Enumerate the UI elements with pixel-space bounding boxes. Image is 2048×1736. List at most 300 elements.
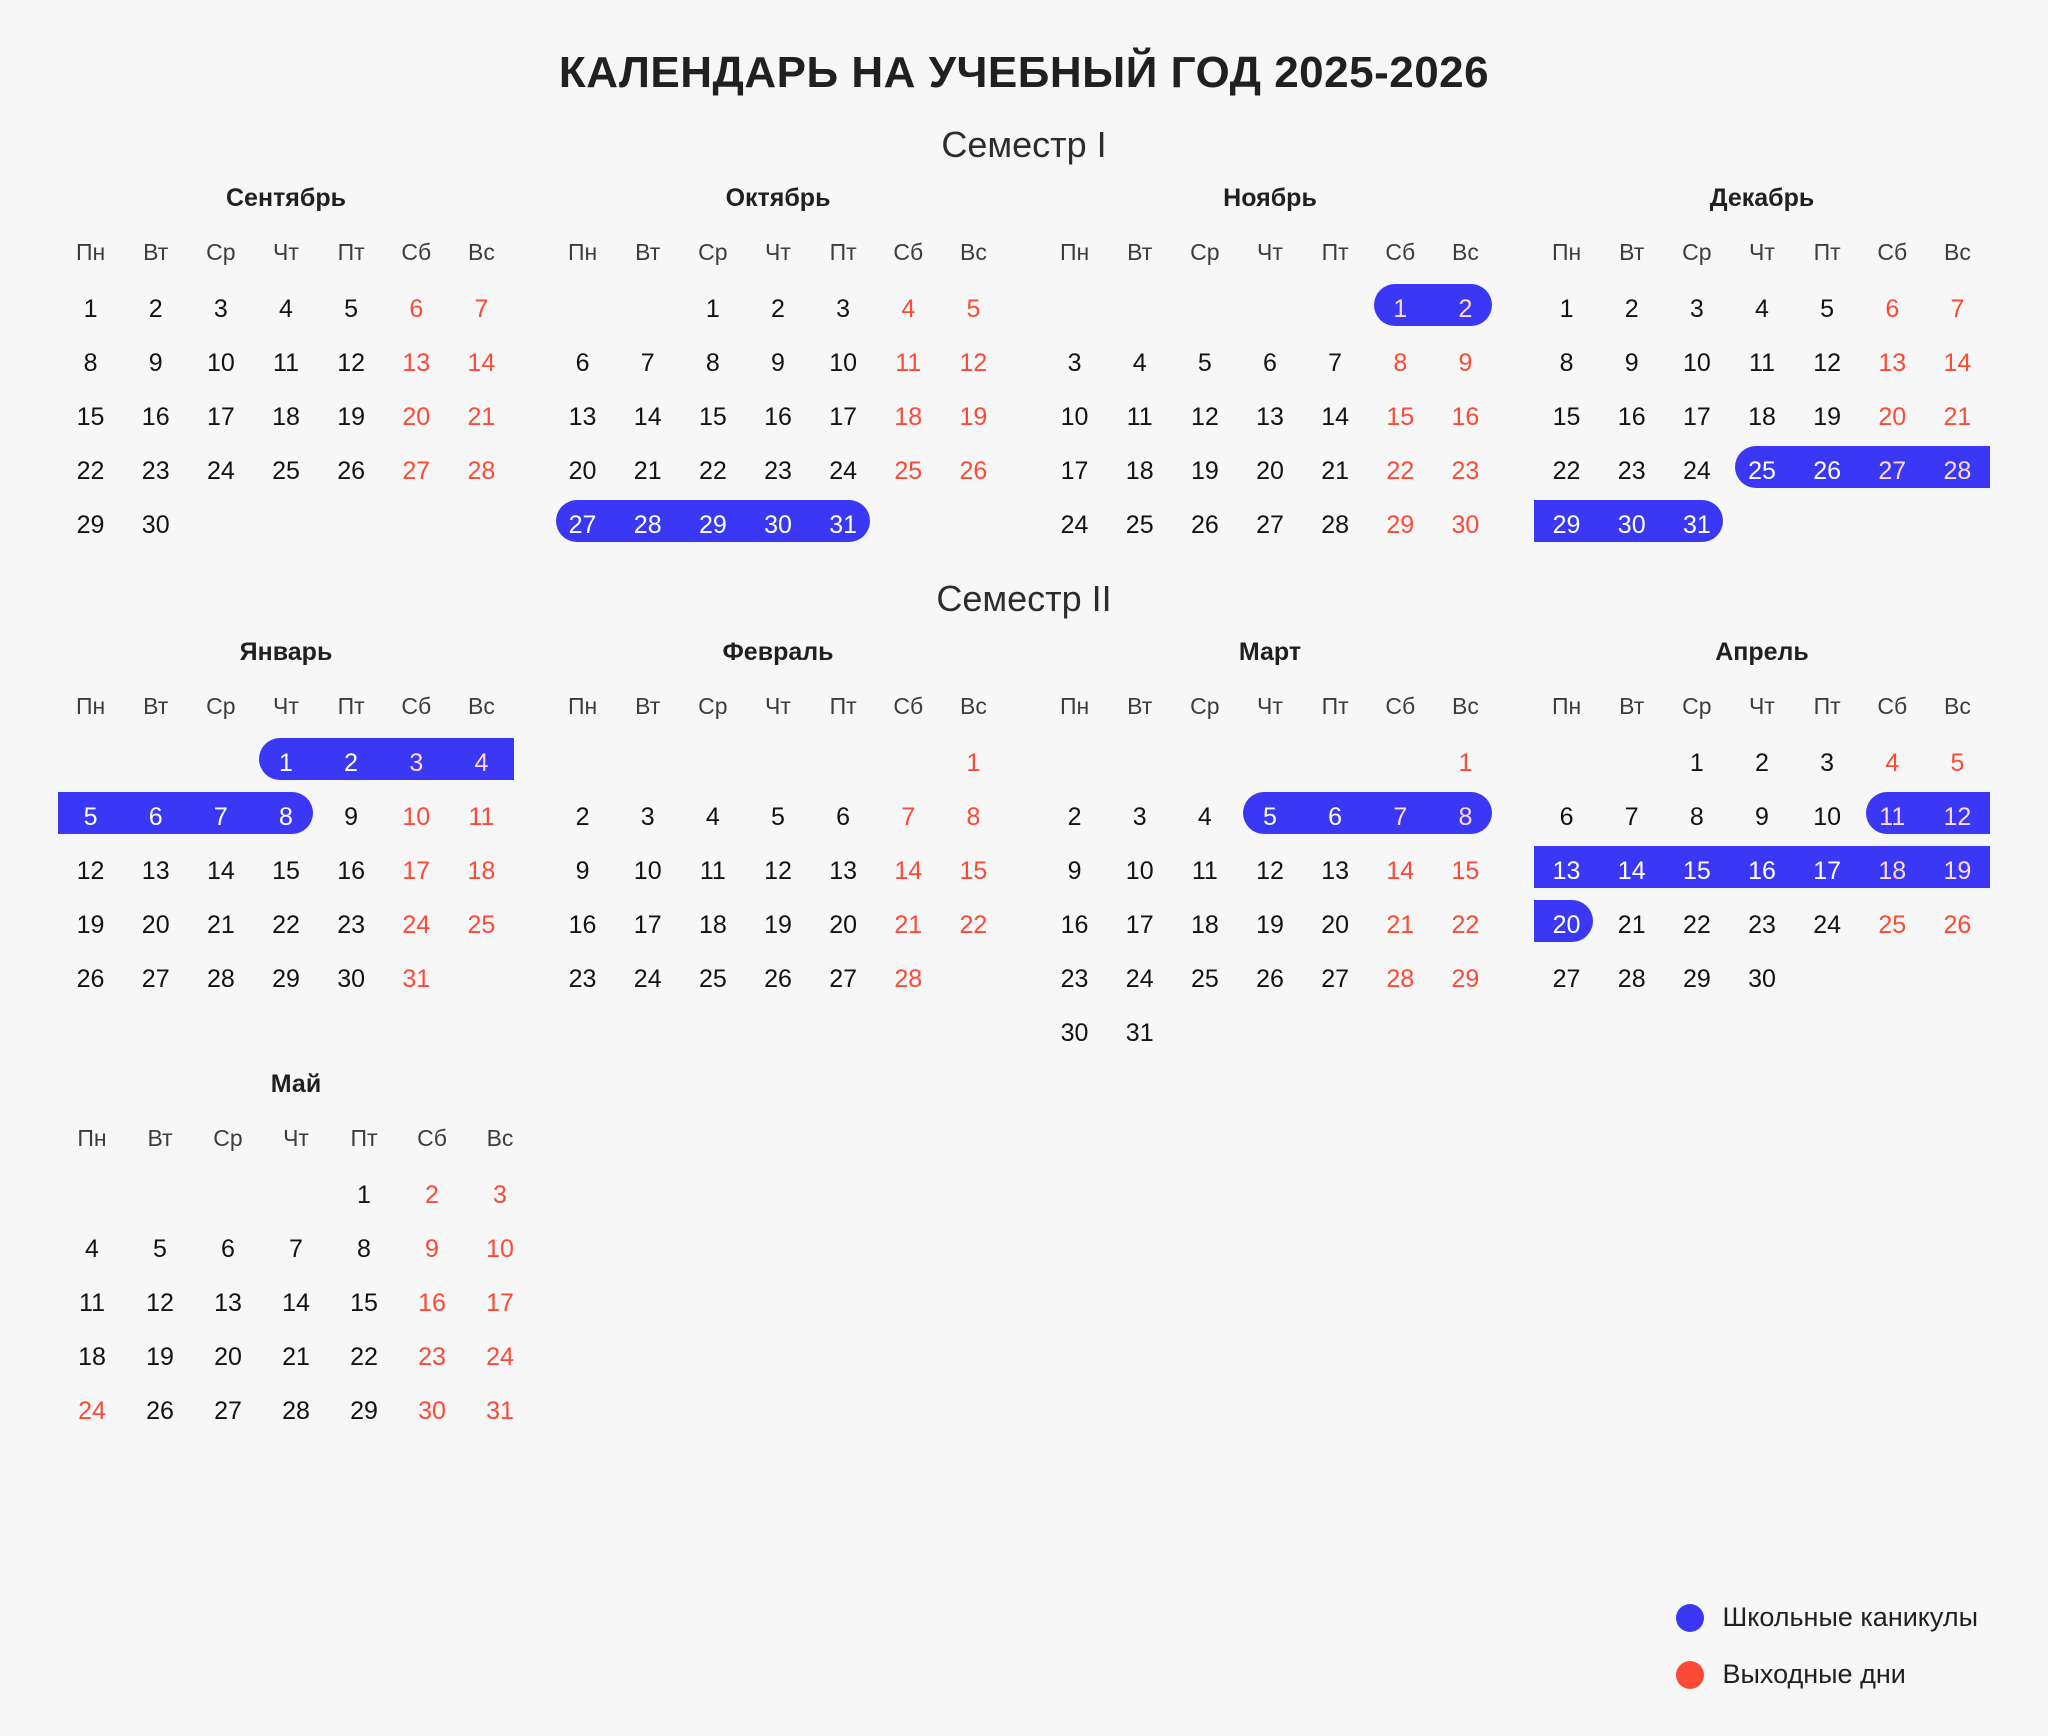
day-cell[interactable]: 16 (764, 403, 792, 431)
day-cell[interactable]: 11 (468, 803, 495, 831)
day-cell[interactable]: 21 (282, 1343, 310, 1371)
day-cell[interactable]: 28 (1321, 511, 1350, 539)
weekday-сб: Сб (1877, 239, 1908, 265)
day-cell[interactable]: 23 (568, 965, 597, 993)
day-cell[interactable]: 25 (894, 457, 923, 485)
day-cell[interactable]: 30 (141, 511, 170, 539)
day-cell[interactable]: 8 (279, 803, 293, 831)
day-cell[interactable]: 10 (486, 1235, 514, 1263)
day-cell[interactable]: 6 (836, 803, 851, 831)
day-cell[interactable]: 5 (1950, 749, 1965, 777)
day-cell[interactable]: 22 (1386, 457, 1415, 485)
day-cell[interactable]: 17 (829, 403, 858, 431)
month-january (40, 638, 532, 1006)
day-cell[interactable]: 21 (206, 911, 235, 939)
day-cell[interactable]: 13 (141, 857, 170, 885)
day-cell[interactable]: 9 (1624, 349, 1639, 377)
day-cell[interactable]: 16 (141, 403, 170, 431)
day-cell[interactable]: 23 (1451, 457, 1480, 485)
day-cell[interactable]: 28 (894, 965, 923, 993)
day-cell[interactable]: 16 (418, 1289, 446, 1317)
day-cell[interactable]: 29 (76, 511, 105, 539)
day-cell[interactable]: 24 (486, 1343, 514, 1371)
day-cell[interactable]: 9 (344, 803, 359, 831)
day-cell[interactable]: 1 (279, 749, 293, 777)
day-cell[interactable]: 10 (829, 349, 858, 377)
day-cell[interactable]: 30 (1748, 965, 1776, 993)
day-cell[interactable]: 11 (1191, 857, 1218, 885)
day-cell[interactable]: 23 (141, 457, 170, 485)
day-cell[interactable]: 28 (282, 1397, 310, 1425)
day-cell[interactable]: 26 (1943, 911, 1972, 939)
week-row (1534, 282, 1990, 336)
day-cell[interactable]: 27 (1321, 965, 1350, 993)
day-cell[interactable]: 13 (829, 857, 858, 885)
day-cell[interactable]: 5 (1263, 803, 1277, 831)
day-cell[interactable]: 19 (337, 403, 366, 431)
day-cell[interactable]: 21 (467, 403, 496, 431)
day-cell[interactable]: 7 (474, 295, 489, 323)
day-cell[interactable]: 2 (1624, 295, 1639, 323)
day-cell[interactable]: 28 (467, 457, 496, 485)
day-cell[interactable]: 22 (698, 457, 727, 485)
day-cell[interactable]: 4 (1197, 803, 1212, 831)
day-cell[interactable]: 16 (1748, 857, 1776, 885)
day-cell[interactable]: 3 (213, 295, 228, 323)
day-cell[interactable]: 30 (337, 965, 366, 993)
day-cell[interactable]: 25 (1878, 911, 1907, 939)
week-row (1042, 444, 1498, 498)
day-cell[interactable]: 12 (76, 857, 105, 885)
day-cell[interactable]: 17 (1125, 911, 1154, 939)
day-cell[interactable]: 30 (764, 511, 792, 539)
day-cell[interactable]: 23 (337, 911, 366, 939)
weekday-пн: Пн (567, 693, 598, 719)
day-cell[interactable]: 13 (1878, 349, 1907, 377)
day-cell[interactable]: 7 (213, 803, 228, 831)
day-cell[interactable]: 13 (568, 403, 597, 431)
day-cell[interactable]: 13 (1552, 857, 1581, 885)
legend-label-holidays: Школьные каникулы (1722, 1602, 1978, 1632)
day-cell[interactable]: 22 (76, 457, 105, 485)
day-cell[interactable]: 18 (1190, 911, 1219, 939)
day-cell[interactable]: 2 (1067, 803, 1082, 831)
day-cell[interactable]: 5 (83, 803, 98, 831)
day-cell[interactable]: 29 (1451, 965, 1480, 993)
day-cell[interactable]: 10 (1682, 349, 1711, 377)
day-cell[interactable]: 14 (1943, 349, 1972, 377)
day-cell[interactable]: 18 (272, 403, 300, 431)
day-cell[interactable]: 15 (350, 1289, 378, 1317)
day-cell[interactable]: 11 (1126, 403, 1153, 431)
day-cell[interactable]: 24 (1125, 965, 1154, 993)
day-cell[interactable]: 3 (640, 803, 655, 831)
day-cell[interactable]: 19 (76, 911, 105, 939)
day-cell[interactable]: 6 (1263, 349, 1277, 377)
day-cell[interactable]: 8 (1559, 349, 1574, 377)
week-row (1042, 390, 1498, 444)
day-cell[interactable]: 9 (1755, 803, 1769, 831)
day-cell[interactable]: 12 (1943, 803, 1972, 831)
day-cell[interactable]: 4 (474, 749, 489, 777)
day-cell[interactable]: 11 (79, 1289, 105, 1317)
day-cell[interactable]: 24 (1682, 457, 1711, 485)
day-cell[interactable]: 2 (771, 295, 785, 323)
day-cell[interactable]: 3 (1689, 295, 1704, 323)
day-cell[interactable]: 1 (1458, 749, 1473, 777)
month-october (532, 184, 1024, 552)
weekday-чт: Чт (283, 1125, 309, 1151)
day-cell[interactable]: 30 (1617, 511, 1646, 539)
day-cell[interactable]: 7 (640, 349, 655, 377)
day-cell[interactable]: 17 (402, 857, 431, 885)
day-cell[interactable]: 30 (418, 1397, 446, 1425)
day-cell[interactable]: 10 (206, 349, 235, 377)
day-cell[interactable]: 26 (1256, 965, 1284, 993)
day-cell[interactable]: 15 (1682, 857, 1711, 885)
day-cell[interactable]: 24 (1060, 511, 1089, 539)
day-cell[interactable]: 19 (146, 1343, 174, 1371)
day-cell[interactable]: 15 (959, 857, 988, 885)
day-cell[interactable]: 18 (1748, 403, 1776, 431)
day-cell[interactable]: 26 (76, 965, 105, 993)
day-cell[interactable]: 13 (1256, 403, 1284, 431)
day-cell[interactable]: 7 (1624, 803, 1639, 831)
day-cell[interactable]: 10 (402, 803, 431, 831)
day-cell[interactable]: 26 (337, 457, 366, 485)
day-cell[interactable]: 6 (148, 803, 163, 831)
day-cell[interactable]: 31 (402, 965, 431, 993)
day-cell[interactable]: 1 (357, 1181, 371, 1209)
day-cell[interactable]: 24 (78, 1397, 106, 1425)
day-cell[interactable]: 14 (633, 403, 662, 431)
day-cell[interactable]: 24 (402, 911, 431, 939)
day-cell[interactable]: 10 (1060, 403, 1089, 431)
day-cell[interactable]: 20 (214, 1343, 242, 1371)
week-row (1534, 952, 1990, 1006)
day-cell[interactable]: 21 (1617, 911, 1646, 939)
weekday-чт: Чт (1257, 239, 1283, 265)
day-cell[interactable]: 21 (894, 911, 923, 939)
day-cell[interactable]: 26 (959, 457, 988, 485)
day-cell[interactable]: 11 (895, 349, 922, 377)
day-cell[interactable]: 8 (705, 349, 720, 377)
day-cell[interactable]: 2 (1458, 295, 1473, 323)
day-cell[interactable]: 28 (1617, 965, 1646, 993)
day-cell[interactable]: 29 (350, 1397, 378, 1425)
day-cell[interactable]: 14 (467, 349, 496, 377)
day-cell[interactable]: 15 (1386, 403, 1415, 431)
day-cell[interactable]: 31 (486, 1397, 514, 1425)
day-cell[interactable]: 25 (1190, 965, 1219, 993)
day-cell[interactable]: 17 (633, 911, 662, 939)
day-cell[interactable]: 20 (1552, 911, 1581, 939)
day-cell[interactable]: 20 (1321, 911, 1350, 939)
week-row (1042, 498, 1498, 552)
day-cell[interactable]: 27 (1878, 457, 1907, 485)
day-cell[interactable]: 22 (1682, 911, 1711, 939)
day-cell[interactable]: 7 (1393, 803, 1408, 831)
day-cell[interactable]: 11 (273, 349, 299, 377)
day-cell[interactable]: 4 (279, 295, 293, 323)
day-cell[interactable]: 20 (1256, 457, 1284, 485)
day-cell[interactable]: 31 (829, 511, 858, 539)
day-cell[interactable]: 5 (966, 295, 981, 323)
day-cell[interactable]: 25 (1125, 511, 1154, 539)
day-cell[interactable]: 29 (1682, 965, 1711, 993)
day-cell[interactable]: 24 (633, 965, 662, 993)
weekday-header (58, 239, 514, 266)
day-cell[interactable]: 25 (1748, 457, 1776, 485)
weekday-сб: Сб (417, 1125, 447, 1151)
day-cell[interactable]: 7 (1950, 295, 1965, 323)
day-cell[interactable]: 27 (402, 457, 431, 485)
day-cell[interactable]: 9 (1458, 349, 1473, 377)
week-row (550, 498, 1006, 552)
weekday-ср: Ср (698, 693, 728, 719)
day-cell[interactable]: 26 (1190, 511, 1219, 539)
weekday-header (1534, 693, 1990, 720)
day-cell[interactable]: 14 (282, 1289, 310, 1317)
day-cell[interactable]: 15 (76, 403, 105, 431)
day-cell[interactable]: 25 (698, 965, 727, 993)
day-cell[interactable]: 20 (568, 457, 597, 485)
day-cell[interactable]: 20 (141, 911, 170, 939)
day-cell[interactable]: 1 (966, 749, 981, 777)
day-cell[interactable]: 4 (1132, 349, 1147, 377)
day-cell[interactable]: 24 (206, 457, 235, 485)
day-cell[interactable]: 6 (221, 1235, 235, 1263)
day-cell[interactable]: 17 (486, 1289, 514, 1317)
week-row (550, 952, 1006, 1006)
day-cell[interactable]: 17 (1682, 403, 1711, 431)
day-cell[interactable]: 8 (1689, 803, 1704, 831)
day-cell[interactable]: 17 (1060, 457, 1089, 485)
week-row (58, 282, 514, 336)
day-cell[interactable]: 22 (1552, 457, 1581, 485)
day-cell[interactable]: 29 (698, 511, 727, 539)
day-cell[interactable]: 11 (1879, 803, 1906, 831)
day-cell[interactable]: 4 (1755, 295, 1769, 323)
day-cell[interactable]: 3 (836, 295, 851, 323)
day-cell[interactable]: 8 (1393, 349, 1408, 377)
day-cell[interactable]: 16 (1451, 403, 1480, 431)
day-cell[interactable]: 19 (764, 911, 792, 939)
day-cell[interactable]: 15 (1451, 857, 1480, 885)
week-row (1534, 336, 1990, 390)
day-cell-empty (1860, 503, 1925, 547)
day-cell[interactable]: 2 (575, 803, 590, 831)
day-cell[interactable]: 6 (409, 295, 424, 323)
day-cell[interactable]: 21 (1321, 457, 1350, 485)
day-cell[interactable]: 29 (272, 965, 300, 993)
day-cell[interactable]: 6 (1328, 803, 1343, 831)
day-cell[interactable]: 12 (1256, 857, 1284, 885)
day-cell[interactable]: 9 (425, 1235, 439, 1263)
day-cell[interactable]: 7 (289, 1235, 303, 1263)
day-cell[interactable]: 10 (633, 857, 662, 885)
week-row (1042, 282, 1498, 336)
day-cell[interactable]: 9 (148, 349, 163, 377)
weekday-header (58, 693, 514, 720)
day-cell[interactable]: 12 (764, 857, 792, 885)
day-cell[interactable]: 5 (1197, 349, 1212, 377)
day-cell[interactable]: 12 (337, 349, 366, 377)
day-cell[interactable]: 19 (1813, 403, 1842, 431)
day-cell[interactable]: 20 (829, 911, 858, 939)
day-cell[interactable]: 3 (1132, 803, 1147, 831)
day-cell[interactable]: 12 (146, 1289, 174, 1317)
day-cell[interactable]: 3 (493, 1181, 507, 1209)
day-cell[interactable]: 2 (425, 1181, 439, 1209)
day-cell[interactable]: 16 (337, 857, 366, 885)
day-cell[interactable]: 12 (1813, 349, 1842, 377)
day-cell[interactable]: 8 (357, 1235, 371, 1263)
day-cell[interactable]: 24 (1813, 911, 1842, 939)
day-cell[interactable]: 13 (402, 349, 431, 377)
day-cell[interactable]: 1 (1689, 749, 1704, 777)
day-cell[interactable]: 22 (350, 1343, 378, 1371)
day-cell[interactable]: 10 (1125, 857, 1154, 885)
day-cell[interactable]: 1 (1393, 295, 1408, 323)
day-cell[interactable]: 23 (1748, 911, 1776, 939)
day-cell[interactable]: 2 (344, 749, 359, 777)
day-cell[interactable]: 12 (1190, 403, 1219, 431)
day-cell[interactable]: 11 (1749, 349, 1775, 377)
day-cell[interactable]: 31 (1125, 1019, 1154, 1047)
day-cell[interactable]: 18 (78, 1343, 106, 1371)
day-cell[interactable]: 18 (1878, 857, 1907, 885)
day-cell[interactable]: 1 (1559, 295, 1574, 323)
day-cell[interactable]: 10 (1813, 803, 1842, 831)
day-cell[interactable]: 18 (1125, 457, 1154, 485)
day-cell[interactable]: 6 (1885, 295, 1900, 323)
day-cell[interactable]: 15 (698, 403, 727, 431)
day-cell[interactable]: 31 (1682, 511, 1711, 539)
day-cell[interactable]: 13 (1321, 857, 1350, 885)
day-cell[interactable]: 27 (141, 965, 170, 993)
day-cell[interactable]: 14 (1386, 857, 1415, 885)
day-cell[interactable]: 23 (418, 1343, 446, 1371)
day-cell[interactable]: 18 (894, 403, 923, 431)
day-cell[interactable]: 22 (959, 911, 988, 939)
day-cell[interactable]: 30 (1451, 511, 1480, 539)
day-cell[interactable]: 20 (1878, 403, 1907, 431)
day-cell[interactable]: 27 (1552, 965, 1581, 993)
day-cell[interactable]: 27 (829, 965, 858, 993)
day-cell[interactable]: 17 (1813, 857, 1842, 885)
day-cell[interactable]: 26 (146, 1397, 174, 1425)
day-cell[interactable]: 30 (1060, 1019, 1089, 1047)
day-cell[interactable]: 9 (575, 857, 590, 885)
day-cell[interactable]: 28 (1386, 965, 1415, 993)
month-name: Февраль (722, 638, 834, 666)
day-cell[interactable]: 20 (402, 403, 431, 431)
day-cell[interactable]: 9 (1067, 857, 1082, 885)
day-cell[interactable]: 19 (1190, 457, 1219, 485)
day-cell[interactable]: 9 (771, 349, 785, 377)
day-cell[interactable]: 12 (959, 349, 988, 377)
day-cell[interactable]: 7 (901, 803, 916, 831)
day-cell[interactable]: 14 (206, 857, 235, 885)
day-cell[interactable]: 21 (633, 457, 662, 485)
day-cell[interactable]: 13 (214, 1289, 242, 1317)
day-cell[interactable]: 27 (568, 511, 597, 539)
day-cell[interactable]: 19 (1943, 857, 1972, 885)
day-cell[interactable]: 23 (1617, 457, 1646, 485)
day-cell[interactable]: 8 (1458, 803, 1473, 831)
day-cell[interactable]: 23 (1060, 965, 1089, 993)
day-cell[interactable]: 19 (959, 403, 988, 431)
day-cell[interactable]: 5 (1820, 295, 1835, 323)
day-cell[interactable]: 21 (1943, 403, 1972, 431)
day-cell[interactable]: 27 (1256, 511, 1284, 539)
day-cell-empty (876, 741, 941, 785)
day-cell[interactable]: 26 (764, 965, 792, 993)
day-cell[interactable]: 18 (698, 911, 727, 939)
day-cell[interactable]: 7 (1328, 349, 1343, 377)
day-cell[interactable]: 5 (344, 295, 359, 323)
day-cell[interactable]: 14 (1321, 403, 1350, 431)
day-cell[interactable]: 28 (206, 965, 235, 993)
day-cell[interactable]: 24 (829, 457, 858, 485)
day-cell[interactable]: 16 (1060, 911, 1089, 939)
day-cell[interactable]: 6 (575, 349, 590, 377)
day-cell[interactable]: 8 (966, 803, 981, 831)
day-cell[interactable]: 3 (1820, 749, 1835, 777)
day-cell[interactable]: 15 (1552, 403, 1581, 431)
day-cell[interactable]: 16 (568, 911, 597, 939)
weekday-вт: Вт (143, 693, 169, 719)
day-cell[interactable]: 1 (83, 295, 98, 323)
day-cell[interactable]: 28 (1943, 457, 1972, 485)
day-cell[interactable]: 23 (764, 457, 792, 485)
day-cell[interactable]: 29 (1386, 511, 1415, 539)
day-cell[interactable]: 15 (272, 857, 300, 885)
day-cell[interactable]: 16 (1617, 403, 1646, 431)
day-cell[interactable]: 4 (705, 803, 720, 831)
day-cell[interactable]: 3 (409, 749, 424, 777)
day-cell[interactable]: 4 (1885, 749, 1900, 777)
day-cell[interactable]: 28 (633, 511, 662, 539)
day-cell[interactable]: 14 (1617, 857, 1646, 885)
day-cell[interactable]: 27 (214, 1397, 242, 1425)
day-cell[interactable]: 5 (771, 803, 785, 831)
day-cell[interactable]: 2 (148, 295, 163, 323)
day-cell[interactable]: 11 (699, 857, 726, 885)
day-cell[interactable]: 1 (705, 295, 720, 323)
day-cell[interactable]: 18 (467, 857, 496, 885)
day-cell[interactable]: 17 (206, 403, 235, 431)
day-cell[interactable]: 5 (153, 1235, 167, 1263)
day-cell[interactable]: 29 (1552, 511, 1581, 539)
week-row (550, 336, 1006, 390)
day-cell[interactable]: 25 (467, 911, 496, 939)
day-cell[interactable]: 25 (272, 457, 300, 485)
day-cell[interactable]: 22 (272, 911, 300, 939)
day-cell[interactable]: 22 (1451, 911, 1480, 939)
day-cell[interactable]: 4 (85, 1235, 99, 1263)
day-cell[interactable]: 21 (1386, 911, 1415, 939)
day-cell[interactable]: 6 (1559, 803, 1574, 831)
day-cell[interactable]: 8 (83, 349, 98, 377)
day-cell[interactable]: 4 (901, 295, 916, 323)
day-cell[interactable]: 19 (1256, 911, 1284, 939)
day-cell[interactable]: 3 (1067, 349, 1082, 377)
day-cell[interactable]: 26 (1813, 457, 1842, 485)
day-cell[interactable]: 2 (1755, 749, 1769, 777)
day-cell[interactable]: 14 (894, 857, 923, 885)
